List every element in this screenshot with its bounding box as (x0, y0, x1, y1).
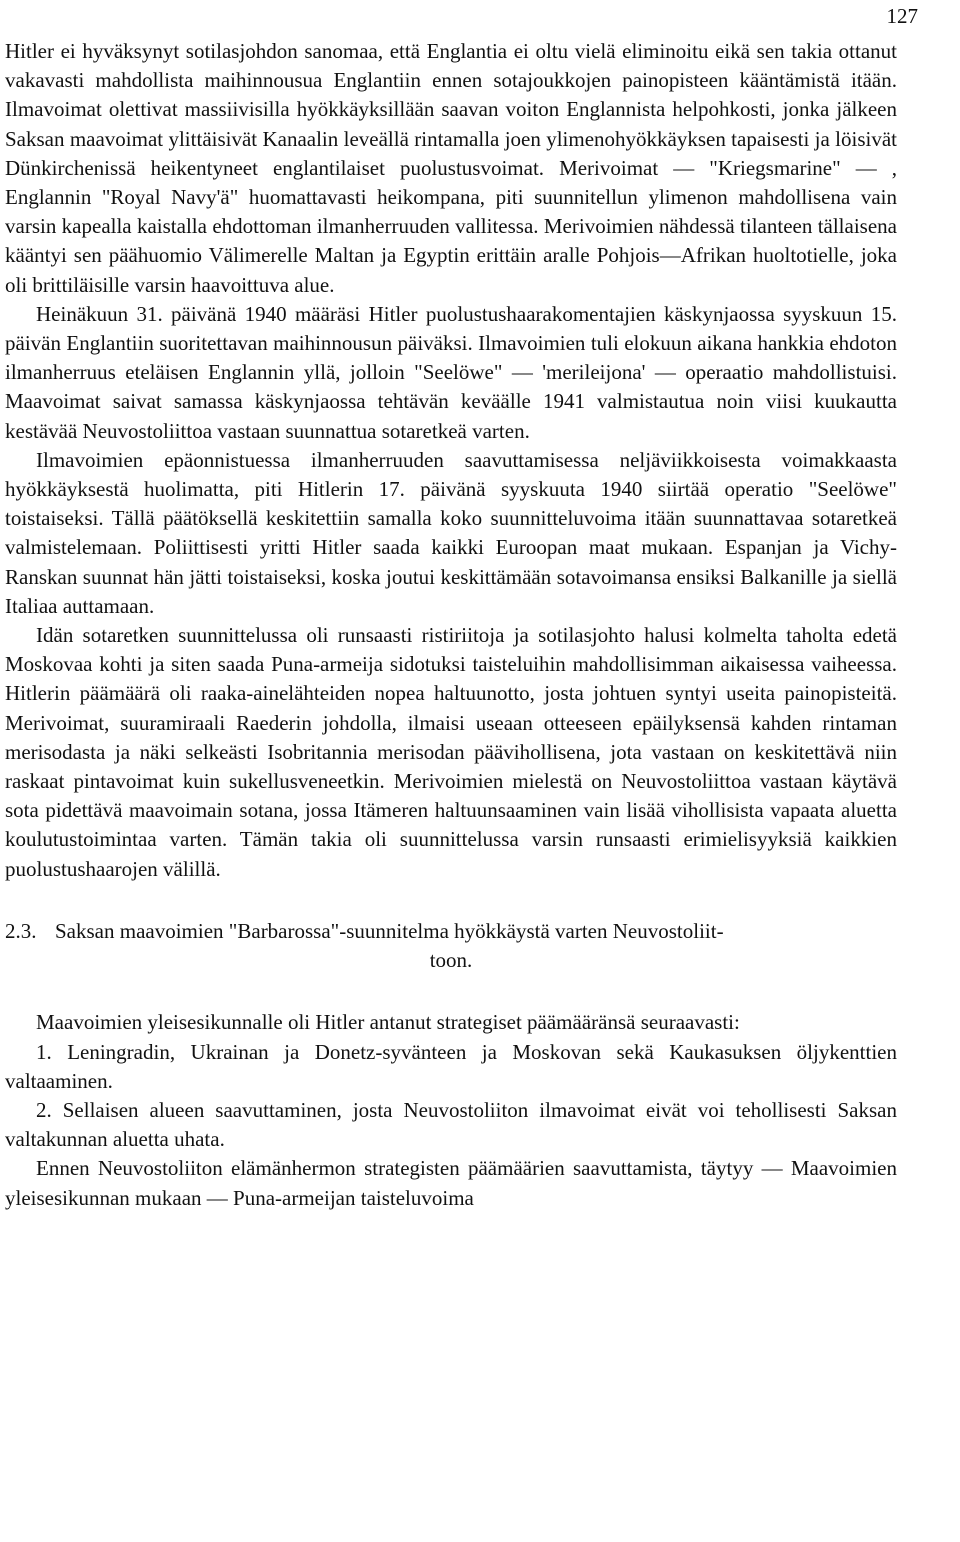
page-body (5, 37, 897, 1213)
page-number: 127 (886, 4, 918, 28)
list-item-goal-2: 2. Sellaisen alueen saavuttaminen, josta Neuvostoliiton ilmavoimat eivät voi tehollisesti Saksan valtakunnan aluetta uhata. (5, 1097, 897, 1152)
paragraph-air-campaign: Hitler ei hyväksynyt sotilasjohdon sanomaa, että Englantia ei oltu vielä eliminoitu eikä sen takia ottanut vakavasti mahdollista maihinnousua Englantiin ennen sotajoukkojen painopisteen kääntämistä itään. Ilmavoimat olettivat massiivisilla hyökkäyksillään saavan voiton Englannista helpohkosti, jonka jälkeen Saksan maavoimat ylittäisivät Kanaalin leveällä rintamalla joen ylimenohyökkäyksen tapaisesti ja löisivät Dünkirchenissä heikentyneet englantilaiset puolustusvoimat. Merivoimat — "Kriegsmarine" — , Englannin "Royal Navy'ä" huomattavasti heikompana, piti suunnitellun ylimenon mahdollisena vain varsin kapealla kaistalla ehdottoman ilmanherruuden vallitessa. Merivoimien nähdessä tilanteen tällaisena kääntyi sen päähuomio Välimerelle Maltan ja Egyptin erittäin aralle Pohjois—Afrikan huoltotielle, joka oli brittiläisille varsin haavoittuva alue. (5, 39, 897, 297)
list-item-goal-1: 1. Leningradin, Ukrainan ja Donetz-syvänteen ja Moskovan sekä Kaukasuksen öljykenttien valtaaminen. (5, 1039, 897, 1093)
paragraph-july-orders: Heinäkuun 31. päivänä 1940 määräsi Hitler puolustushaarakomentajien käskynjaossa syyskuun 15. päivän Englantiin suoritettavan maihinnousun päiväksi. Ilmavoimien tuli elokuun aikana hankkia ehdoton ilmanherruus eteläisen Englannin yllä, jolloin "Seelöwe" — 'merileijona' — operaatio mahdollistuisi. Maavoimat saivat samassa käskynjaossa tehtävän keväälle 1941 valmistautua noin viisi kuukautta kestävää Neuvostoliittoa vastaan suunnattua sotaretkeä varten. (5, 301, 897, 443)
paragraph-strategic-goals: Maavoimien yleisesikunnalle oli Hitler antanut strategiset päämääränsä seuraavasti: (36, 1010, 740, 1035)
section-number: 2.3. (5, 918, 37, 943)
paragraph-seeloewe-postponed: Ilmavoimien epäonnistuessa ilmanherruuden saavuttamisessa neljäviikkoisesta voimakkaasta hyökkäyksestä huolimatta, piti Hitlerin 17. päivänä syyskuuta 1940 siirtää operatio "Seelöwe" toistaiseksi. Tällä päätöksellä keskitettiin samalla koko suunnitteluvoima itään suunnattavaa sotaretkeä valmistelemaan. Poliittisesti yritti Hitler saada kaikki Euroopan maat mukaan. Espanjan ja Vichy-Ranskan suunnat hän jätti toistaiseksi, koska joutui keskittämään sotavoimansa ensiksi Balkanille ja siellä Italiaa auttamaan. (5, 447, 897, 618)
paragraph-eastern-campaign: Idän sotaretken suunnittelussa oli runsaasti ristiriitoja ja sotilasjohto halusi kolmelta taholta edetä Moskovaa kohti ja siten saada Puna-armeija sidotuksi taisteluihin mahdollisimman aikaisessa vaiheessa. Hitlerin päämäärä oli raaka-ainelähteiden nopea haltuunotto, josta johtuen syntyi useita painopisteitä. Merivoimat, suuramiraali Raederin johdolla, ilmaisi useaan otteeseen epäilyksensä kahden rintaman merisodasta ja näki selkeästi Isobritannia merisodan päävihollisena, jota vastaan on keskitettävä niin raskaat pintavoimat kuin sukellusveneetkin. Merivoimien mielestä on Neuvostoliittoa vastaan käytävä sota pidettävä maavoimain sotana, jossa Itämeren haltuunsaaminen vain lisää vihollisista vapaata aluetta koulutustoimintaa varten. Tämän takia oli suunnittelussa varsin runsaasti erimielisyyksiä kaikkien puolustushaarojen välillä. (5, 623, 897, 881)
section-heading (5, 917, 897, 975)
section-title-line2: toon. (429, 948, 473, 973)
paragraph-red-army: Ennen Neuvostoliiton elämänhermon strategisten päämäärien saavuttamista, täytyy — Maavoimien yleisesikunnan mukaan — Puna-armeijan taisteluvoima (5, 1156, 897, 1210)
section-title-line1: Saksan maavoimien "Barbarossa"-suunnitelma hyökkäystä varten Neuvostoliit- (55, 918, 724, 943)
